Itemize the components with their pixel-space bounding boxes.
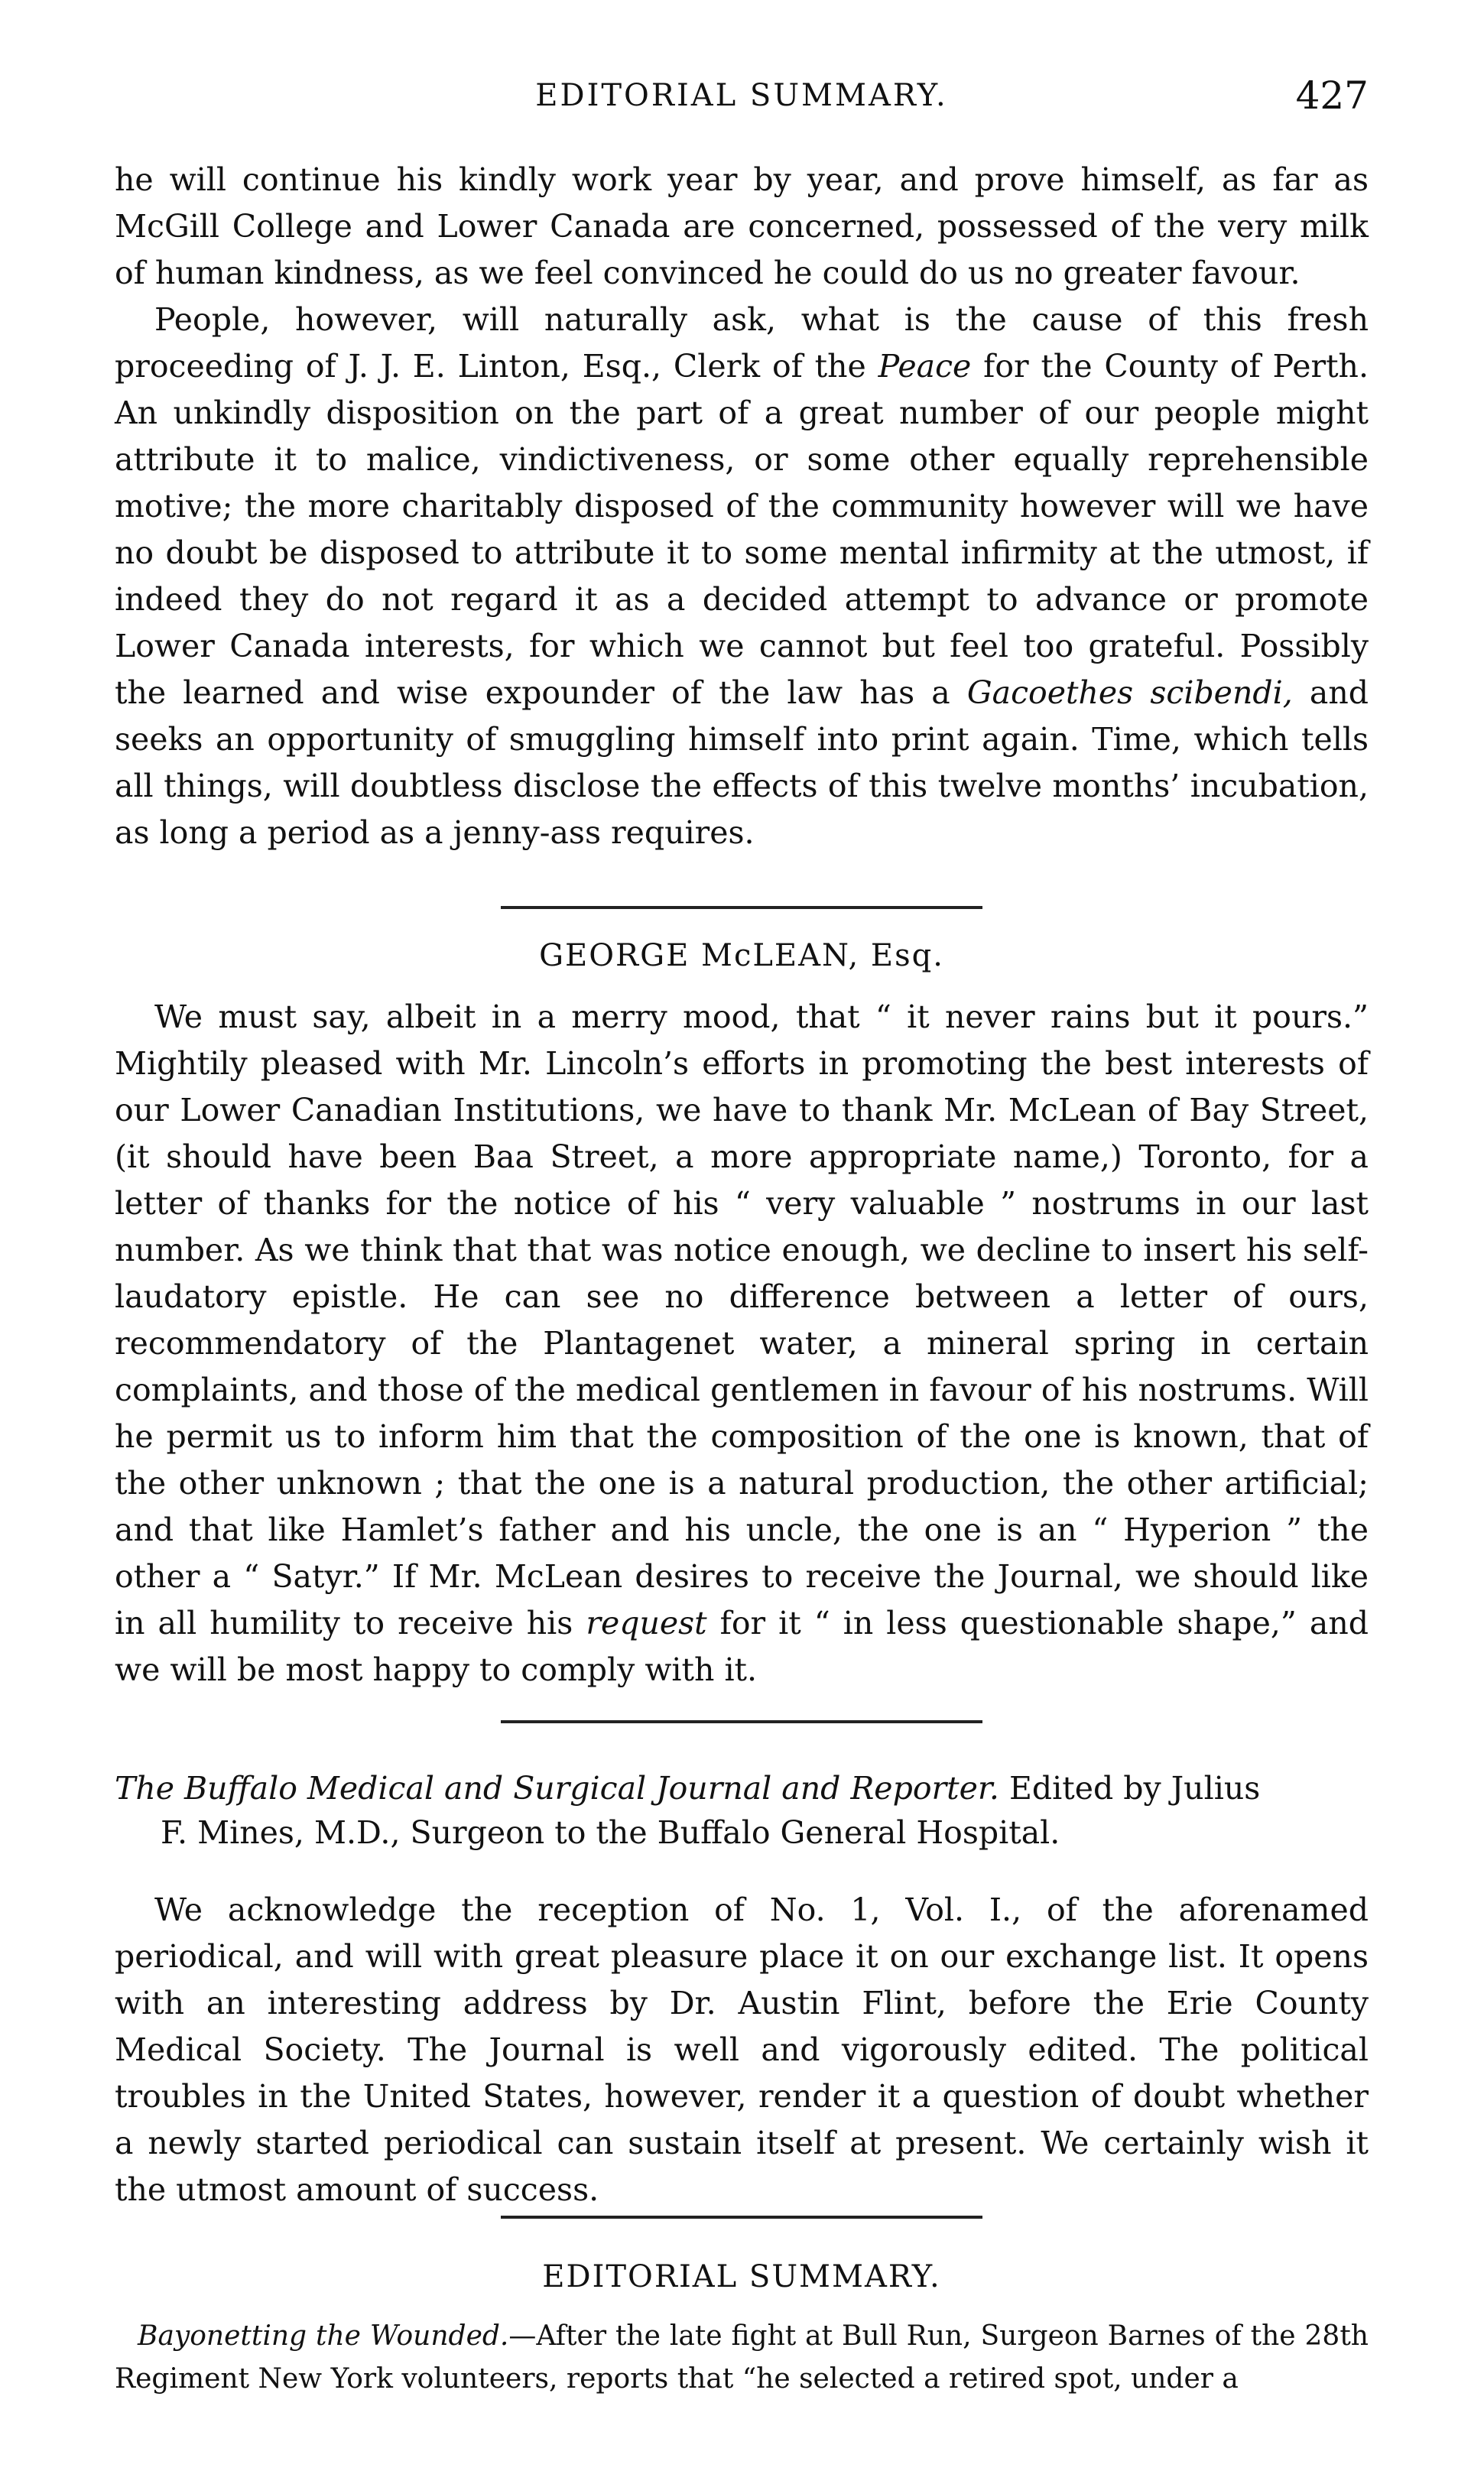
- paragraph-text: —After the late fight at Bull Run, Surgeon Barnes of the 28th Regiment New York volunteers, reports that “he selected a retired spot, under a: [115, 2320, 1369, 2395]
- editor-credit: Edited by Julius: [999, 1770, 1261, 1807]
- journal-title: The Buffalo Medical and Surgical Journal and Reporter.: [115, 1770, 999, 1807]
- italic-phrase: Gacoethes scibendi,: [966, 674, 1293, 711]
- paragraph-continued: [115, 157, 1369, 297]
- book-title-line-1: [115, 1766, 1369, 1810]
- paragraph-text: for the County of Perth. An unkindly disposition on the part of a great number of our people might attribute it to malice, vindictiveness, or some other equally reprehensible motive; the more charitably disposed of the community however will we have no doubt be disposed to attribute it to some mental infirmity at the utmost, if indeed they do not regard it as a decided attempt to advance or promote Lower Canada interests, for which we cannot but feel too grateful. Possibly the learned and wise expounder of the law has a: [115, 348, 1369, 711]
- section-divider: [501, 2216, 982, 2219]
- page-number: 427: [1295, 73, 1369, 118]
- section-divider: [501, 906, 982, 909]
- paragraph-text: We must say, albeit in a merry mood, that “ it never rains but it pours.” Mightily pleased with Mr. Lincoln’s efforts in promoting the best interests of our Lower Canadian Institutions, we have to thank Mr. McLean of Bay Street, (it should have been Baa Street, a more appropriate name,) Toronto, for a letter of thanks for the notice of his “ very valuable ” nostrums in our last number. As we think that that was notice enough, we decline to insert his self-laudatory epistle. He can see no difference between a letter of ours, recommendatory of the Plantagenet water, a mineral spring in certain complaints, and those of the medical gentlemen in favour of his nostrums. Will he permit us to inform him that the composition of the one is known, that of the other unknown ; that the one is a natural production, the other artificial; and that like Hamlet’s father and his uncle, the one is an “ Hyperion ” the other a “ Satyr.” If Mr. McLean desires to receive the Journal, we should like in all humility to receive his: [115, 998, 1369, 1641]
- paragraph-mclean: [115, 994, 1369, 1693]
- running-header: [115, 73, 1369, 127]
- book-notice-title: [115, 1766, 1369, 1855]
- running-title: EDITORIAL SUMMARY.: [535, 78, 948, 113]
- paragraph-text: People, however, will naturally ask, what is the cause of this fresh proceeding of J. J. E. Linton, Esq., Clerk of the: [115, 301, 1369, 385]
- section-divider: [501, 1720, 982, 1723]
- paragraph-bayonetting: [115, 2315, 1369, 2401]
- section-heading-mclean: GEORGE McLEAN, Esq.: [539, 938, 944, 973]
- linton-section: [115, 157, 1369, 856]
- buffalo-journal-section: [115, 1887, 1369, 2213]
- paragraph-text: for it “ in less questionable shape,” and we will be most happy to comply with it.: [115, 1605, 1369, 1688]
- paragraph-buffalo: We acknowledge the reception of No. 1, Vol. I., of the aforenamed periodical, and will with great pleasure place it on our exchange list. It opens with an interesting address by Dr. Austin Flint, before the Erie County Medical Society. The Journal is well and vigorously edited. The political troubles in the United States, however, render it a question of doubt whether a newly started periodical can sustain itself at present. We certainly wish it the utmost amount of success.: [115, 1891, 1369, 2208]
- paragraph-text: and seeks an opportunity of smuggling himself into print again. Time, which tells all things, will doubtless disclose the effects of this twelve months’ incubation, as long a period as a jenny-ass requires.: [115, 674, 1369, 851]
- section-heading-editorial-summary: EDITORIAL SUMMARY.: [542, 2259, 941, 2294]
- italic-phrase: Peace: [878, 348, 972, 385]
- paragraph-linton: [115, 297, 1369, 856]
- lead-in-title: Bayonetting the Wounded.: [138, 2320, 509, 2352]
- book-title-line-2: F. Mines, M.D., Surgeon to the Buffalo General Hospital.: [161, 1814, 1060, 1851]
- paragraph-text: he will continue his kindly work year by year, and prove himself, as far as McGill College and Lower Canada are concerned, possessed of the very milk of human kindness, as we feel convinced he could do us no greater favour.: [115, 161, 1369, 291]
- italic-phrase: request: [586, 1605, 707, 1641]
- bayonetting-section: [115, 2315, 1369, 2401]
- mclean-section: [115, 994, 1369, 1693]
